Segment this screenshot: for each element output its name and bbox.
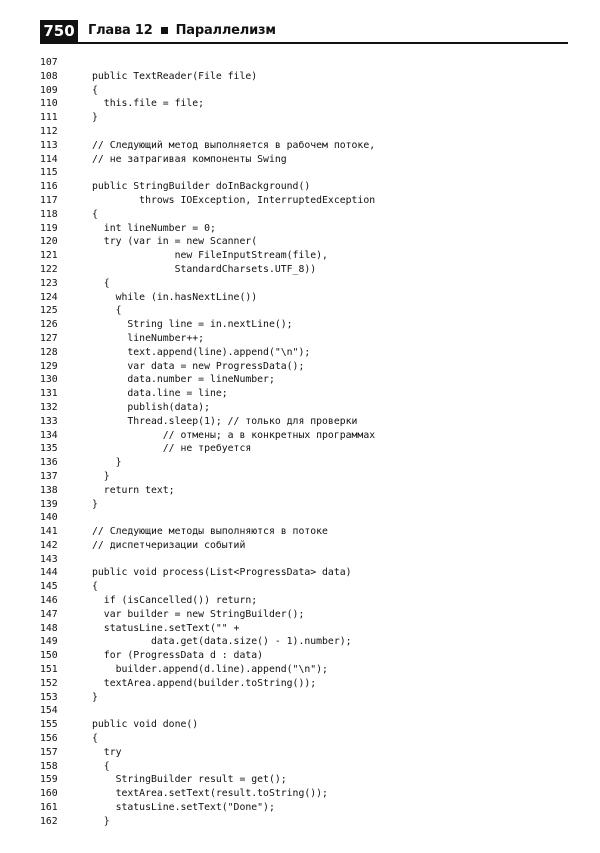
code-line <box>40 166 580 180</box>
code-text: for (ProgressData d : data) <box>92 650 264 662</box>
line-number: 117 <box>40 194 58 206</box>
code-line <box>40 663 580 677</box>
code-listing <box>40 56 580 829</box>
line-number: 142 <box>40 539 58 551</box>
code-line <box>40 125 580 139</box>
line-number: 137 <box>40 470 58 482</box>
code-line <box>40 84 580 98</box>
line-number: 156 <box>40 733 58 745</box>
code-line <box>40 525 580 539</box>
code-line <box>40 415 580 429</box>
code-text: this.file = file; <box>92 98 205 110</box>
line-number: 126 <box>40 319 58 331</box>
code-text: public void done() <box>92 719 199 731</box>
code-text: statusLine.setText("Done"); <box>92 802 275 814</box>
code-line <box>40 553 580 567</box>
line-number: 109 <box>40 84 58 96</box>
code-line <box>40 704 580 718</box>
code-line <box>40 139 580 153</box>
code-line <box>40 732 580 746</box>
code-text: var builder = new StringBuilder(); <box>92 608 305 620</box>
code-line <box>40 277 580 291</box>
code-line <box>40 373 580 387</box>
line-number: 110 <box>40 98 58 110</box>
code-line <box>40 511 580 525</box>
code-text: } <box>92 691 98 703</box>
code-line <box>40 429 580 443</box>
line-number: 125 <box>40 305 58 317</box>
line-number: 136 <box>40 457 58 469</box>
code-text: { <box>92 84 98 96</box>
line-number: 141 <box>40 526 58 538</box>
line-number: 158 <box>40 760 58 772</box>
line-number: 120 <box>40 236 58 248</box>
code-line <box>40 801 580 815</box>
code-text: } <box>92 457 122 469</box>
code-line <box>40 401 580 415</box>
code-line <box>40 622 580 636</box>
line-number: 147 <box>40 608 58 620</box>
line-number: 159 <box>40 774 58 786</box>
chapter-label: Глава 12 <box>88 23 153 38</box>
code-text: public TextReader(File file) <box>92 70 258 82</box>
line-number: 133 <box>40 415 58 427</box>
code-line <box>40 608 580 622</box>
running-head <box>88 22 276 40</box>
code-line <box>40 677 580 691</box>
code-text: throws IOException, InterruptedException <box>92 194 376 206</box>
code-line <box>40 456 580 470</box>
code-text: // не затрагивая компоненты Swing <box>92 153 287 165</box>
line-number: 150 <box>40 650 58 662</box>
line-number: 123 <box>40 277 58 289</box>
code-text: } <box>92 112 98 124</box>
code-line <box>40 194 580 208</box>
code-line <box>40 304 580 318</box>
line-number: 132 <box>40 401 58 413</box>
line-number: 111 <box>40 112 58 124</box>
line-number: 121 <box>40 250 58 262</box>
code-line <box>40 649 580 663</box>
code-text: textArea.setText(result.toString()); <box>92 788 328 800</box>
code-text: } <box>92 498 98 510</box>
code-text: StandardCharsets.UTF_8)) <box>92 263 317 275</box>
code-line <box>40 815 580 829</box>
line-number: 144 <box>40 567 58 579</box>
code-text: } <box>92 815 110 827</box>
code-line <box>40 594 580 608</box>
line-number: 135 <box>40 443 58 455</box>
code-text: { <box>92 733 98 745</box>
code-line <box>40 484 580 498</box>
line-number: 140 <box>40 512 58 524</box>
code-line <box>40 346 580 360</box>
line-number: 152 <box>40 677 58 689</box>
code-line <box>40 111 580 125</box>
line-number: 149 <box>40 636 58 648</box>
code-text: { <box>92 581 98 593</box>
line-number: 154 <box>40 705 58 717</box>
page-header <box>40 20 568 46</box>
code-text: int lineNumber = 0; <box>92 222 216 234</box>
code-line <box>40 332 580 346</box>
line-number: 116 <box>40 181 58 193</box>
code-line <box>40 718 580 732</box>
code-text: statusLine.setText("" + <box>92 622 240 634</box>
code-line <box>40 291 580 305</box>
code-text: { <box>92 277 110 289</box>
line-number: 139 <box>40 498 58 510</box>
line-number: 145 <box>40 581 58 593</box>
line-number: 113 <box>40 139 58 151</box>
code-text: data.get(data.size() - 1).number); <box>92 636 352 648</box>
code-text: new FileInputStream(file), <box>92 250 328 262</box>
line-number: 138 <box>40 484 58 496</box>
code-line <box>40 208 580 222</box>
code-line <box>40 387 580 401</box>
code-text: var data = new ProgressData(); <box>92 360 305 372</box>
code-text: return text; <box>92 484 175 496</box>
line-number: 107 <box>40 57 58 68</box>
code-line <box>40 442 580 456</box>
line-number: 153 <box>40 691 58 703</box>
code-line <box>40 787 580 801</box>
line-number: 127 <box>40 332 58 344</box>
code-line <box>40 263 580 277</box>
line-number: 151 <box>40 664 58 676</box>
line-number: 148 <box>40 622 58 634</box>
code-text: { <box>92 208 98 220</box>
line-number: 162 <box>40 815 58 827</box>
code-line <box>40 318 580 332</box>
code-line <box>40 539 580 553</box>
code-line <box>40 180 580 194</box>
code-line <box>40 773 580 787</box>
line-number: 157 <box>40 746 58 758</box>
code-text: try (var in = new Scanner( <box>92 236 258 248</box>
chapter-title: Параллелизм <box>175 23 276 38</box>
code-line <box>40 70 580 84</box>
code-text: data.number = lineNumber; <box>92 374 275 386</box>
line-number: 112 <box>40 125 58 137</box>
code-line <box>40 498 580 512</box>
code-line <box>40 222 580 236</box>
code-line <box>40 760 580 774</box>
line-number: 131 <box>40 388 58 400</box>
code-text: { <box>92 305 122 317</box>
line-number: 134 <box>40 429 58 441</box>
code-line <box>40 566 580 580</box>
line-number: 160 <box>40 788 58 800</box>
code-line <box>40 235 580 249</box>
code-text: { <box>92 760 110 772</box>
code-text: builder.append(d.line).append("\n"); <box>92 664 328 676</box>
code-line <box>40 249 580 263</box>
line-number: 114 <box>40 153 58 165</box>
header-rule <box>40 42 568 44</box>
line-number: 161 <box>40 802 58 814</box>
line-number: 130 <box>40 374 58 386</box>
line-number: 118 <box>40 208 58 220</box>
code-text: data.line = line; <box>92 388 228 400</box>
code-text: try <box>92 746 122 758</box>
code-text: } <box>92 470 110 482</box>
line-number: 119 <box>40 222 58 234</box>
code-line <box>40 580 580 594</box>
line-number: 143 <box>40 553 58 565</box>
code-text: if (isCancelled()) return; <box>92 595 258 607</box>
line-number: 155 <box>40 719 58 731</box>
page-number: 750 <box>40 20 78 42</box>
code-text: text.append(line).append("\n"); <box>92 346 311 358</box>
code-line <box>40 97 580 111</box>
code-text: // Следующий метод выполняется в рабочем потоке, <box>92 139 376 151</box>
line-number: 146 <box>40 595 58 607</box>
code-text: StringBuilder result = get(); <box>92 774 287 786</box>
code-text: lineNumber++; <box>92 332 205 344</box>
code-text: Thread.sleep(1); // только для проверки <box>92 415 358 427</box>
code-line <box>40 360 580 374</box>
line-number: 115 <box>40 167 58 179</box>
code-text: // не требуется <box>92 443 252 455</box>
code-text: textArea.append(builder.toString()); <box>92 677 317 689</box>
code-text: publish(data); <box>92 401 210 413</box>
code-text: // диспетчеризации событий <box>92 539 246 551</box>
code-line <box>40 691 580 705</box>
code-text: public StringBuilder doInBackground() <box>92 181 311 193</box>
line-number: 128 <box>40 346 58 358</box>
code-text: String line = in.nextLine(); <box>92 319 293 331</box>
square-bullet-icon <box>161 27 168 34</box>
code-text: // Следующие методы выполняются в потоке <box>92 526 328 538</box>
line-number: 108 <box>40 70 58 82</box>
code-line <box>40 153 580 167</box>
code-line <box>40 635 580 649</box>
line-number: 124 <box>40 291 58 303</box>
code-text: // отмены; а в конкретных программах <box>92 429 376 441</box>
code-text: while (in.hasNextLine()) <box>92 291 258 303</box>
code-line <box>40 56 580 70</box>
code-line <box>40 470 580 484</box>
code-text: public void process(List<ProgressData> data) <box>92 567 352 579</box>
line-number: 122 <box>40 263 58 275</box>
line-number: 129 <box>40 360 58 372</box>
code-line <box>40 746 580 760</box>
